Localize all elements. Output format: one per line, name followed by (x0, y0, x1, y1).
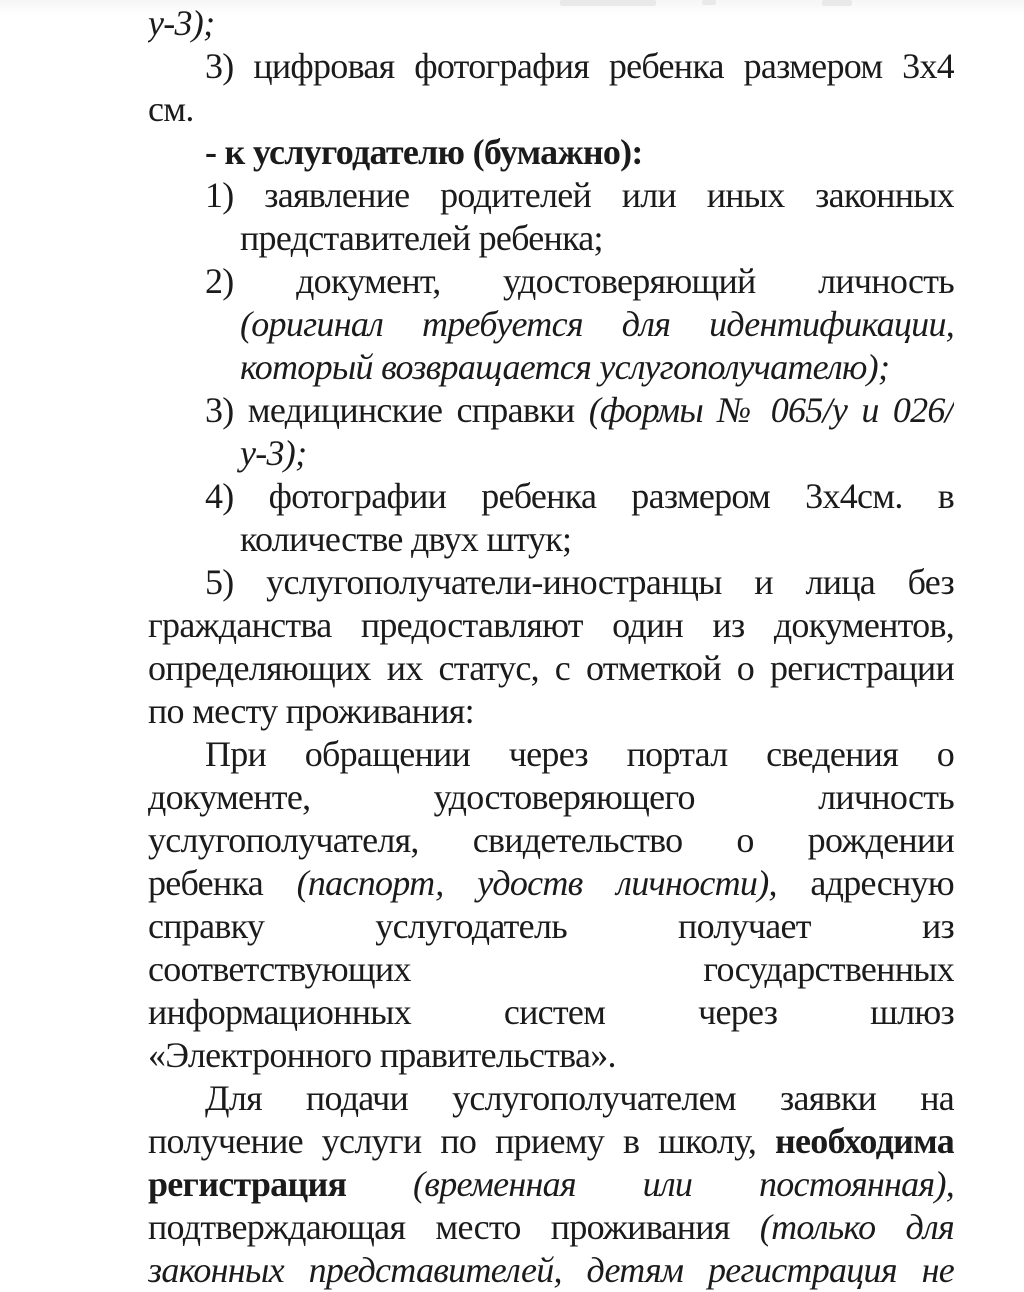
italic-text-segment: (только для (759, 1207, 954, 1247)
text-segment: При обращении через портал сведения о (205, 734, 954, 774)
text-line (148, 260, 954, 303)
text-segment: по месту проживания: (148, 691, 474, 731)
italic-text-segment: (оригинал требуется для идентификации, (240, 304, 954, 344)
italic-text-segment: (временная или постоянная), (413, 1164, 954, 1204)
text-line (148, 2, 954, 45)
text-segment: услугополучателя, свидетельство о рождении (148, 820, 954, 860)
text-line (148, 647, 954, 690)
text-segment: гражданства предоставляют один из документов, (148, 605, 954, 645)
text-segment: 5) услугополучатели-иностранцы и лица без (205, 562, 954, 602)
italic-text-segment: у-3); (148, 3, 215, 43)
text-segment: 4) фотографии ребенка размером 3х4см. в (205, 476, 954, 516)
text-segment: справку услугодатель получает из (148, 906, 954, 946)
document-text (148, 2, 954, 1292)
text-segment: получение услуги по приему в школу, (148, 1121, 776, 1161)
text-segment: документе, удостоверяющего личность (148, 777, 954, 817)
text-line (148, 432, 954, 475)
text-line (148, 776, 954, 819)
text-line (148, 1034, 954, 1077)
text-line (148, 131, 954, 174)
text-line (148, 1120, 954, 1163)
italic-text-segment: который возвращается услугополучателю); (240, 347, 890, 387)
text-line (148, 991, 954, 1034)
text-line (148, 303, 954, 346)
italic-text-segment: у-3); (240, 433, 307, 473)
text-segment: представителей ребенка; (240, 218, 603, 258)
text-line (148, 88, 954, 131)
bold-text-segment: необходима (775, 1121, 954, 1161)
text-segment: ребенка (148, 863, 297, 903)
text-line (148, 1206, 954, 1249)
text-line (148, 475, 954, 518)
text-line (148, 518, 954, 561)
text-line (148, 561, 954, 604)
text-line (148, 690, 954, 733)
text-segment (346, 1164, 413, 1204)
text-line (148, 948, 954, 991)
text-segment: соответствующих государственных (148, 949, 954, 989)
text-segment: подтверждающая место проживания (148, 1207, 760, 1247)
text-segment: Для подачи услугополучателем заявки на (205, 1078, 954, 1118)
text-segment: информационных систем через шлюз (148, 992, 954, 1032)
text-line (148, 1249, 954, 1292)
text-segment: 1) заявление родителей или иных законных (205, 175, 954, 215)
text-line (148, 1163, 954, 1206)
text-line (148, 389, 954, 432)
text-line (148, 604, 954, 647)
text-segment: «Электронного правительства». (148, 1035, 616, 1075)
text-segment: 3) медицинские справки (205, 390, 589, 430)
italic-text-segment: законных представителей, детям регистрация не (148, 1250, 954, 1290)
italic-text-segment: (формы № 065/у и 026/ (588, 390, 954, 430)
italic-text-segment: (паспорт, удоств личности), (296, 863, 777, 903)
text-segment: определяющих их статус, с отметкой о регистрации (148, 648, 954, 688)
bold-text-segment: - к услугодателю (бумажно): (205, 132, 643, 172)
bold-text-segment: регистрация (148, 1164, 347, 1204)
text-segment: 3) цифровая фотография ребенка размером 3х4 (205, 46, 954, 86)
text-line (148, 862, 954, 905)
text-line (148, 819, 954, 862)
text-line (148, 905, 954, 948)
text-segment: количестве двух штук; (240, 519, 572, 559)
text-line (148, 733, 954, 776)
text-segment: см. (148, 89, 194, 129)
text-line (148, 1077, 954, 1120)
text-line (148, 217, 954, 260)
text-segment: 2) документ, удостоверяющий личность (205, 261, 954, 301)
text-segment: адресную (776, 863, 954, 903)
text-line (148, 346, 954, 389)
text-line (148, 174, 954, 217)
text-line (148, 45, 954, 88)
